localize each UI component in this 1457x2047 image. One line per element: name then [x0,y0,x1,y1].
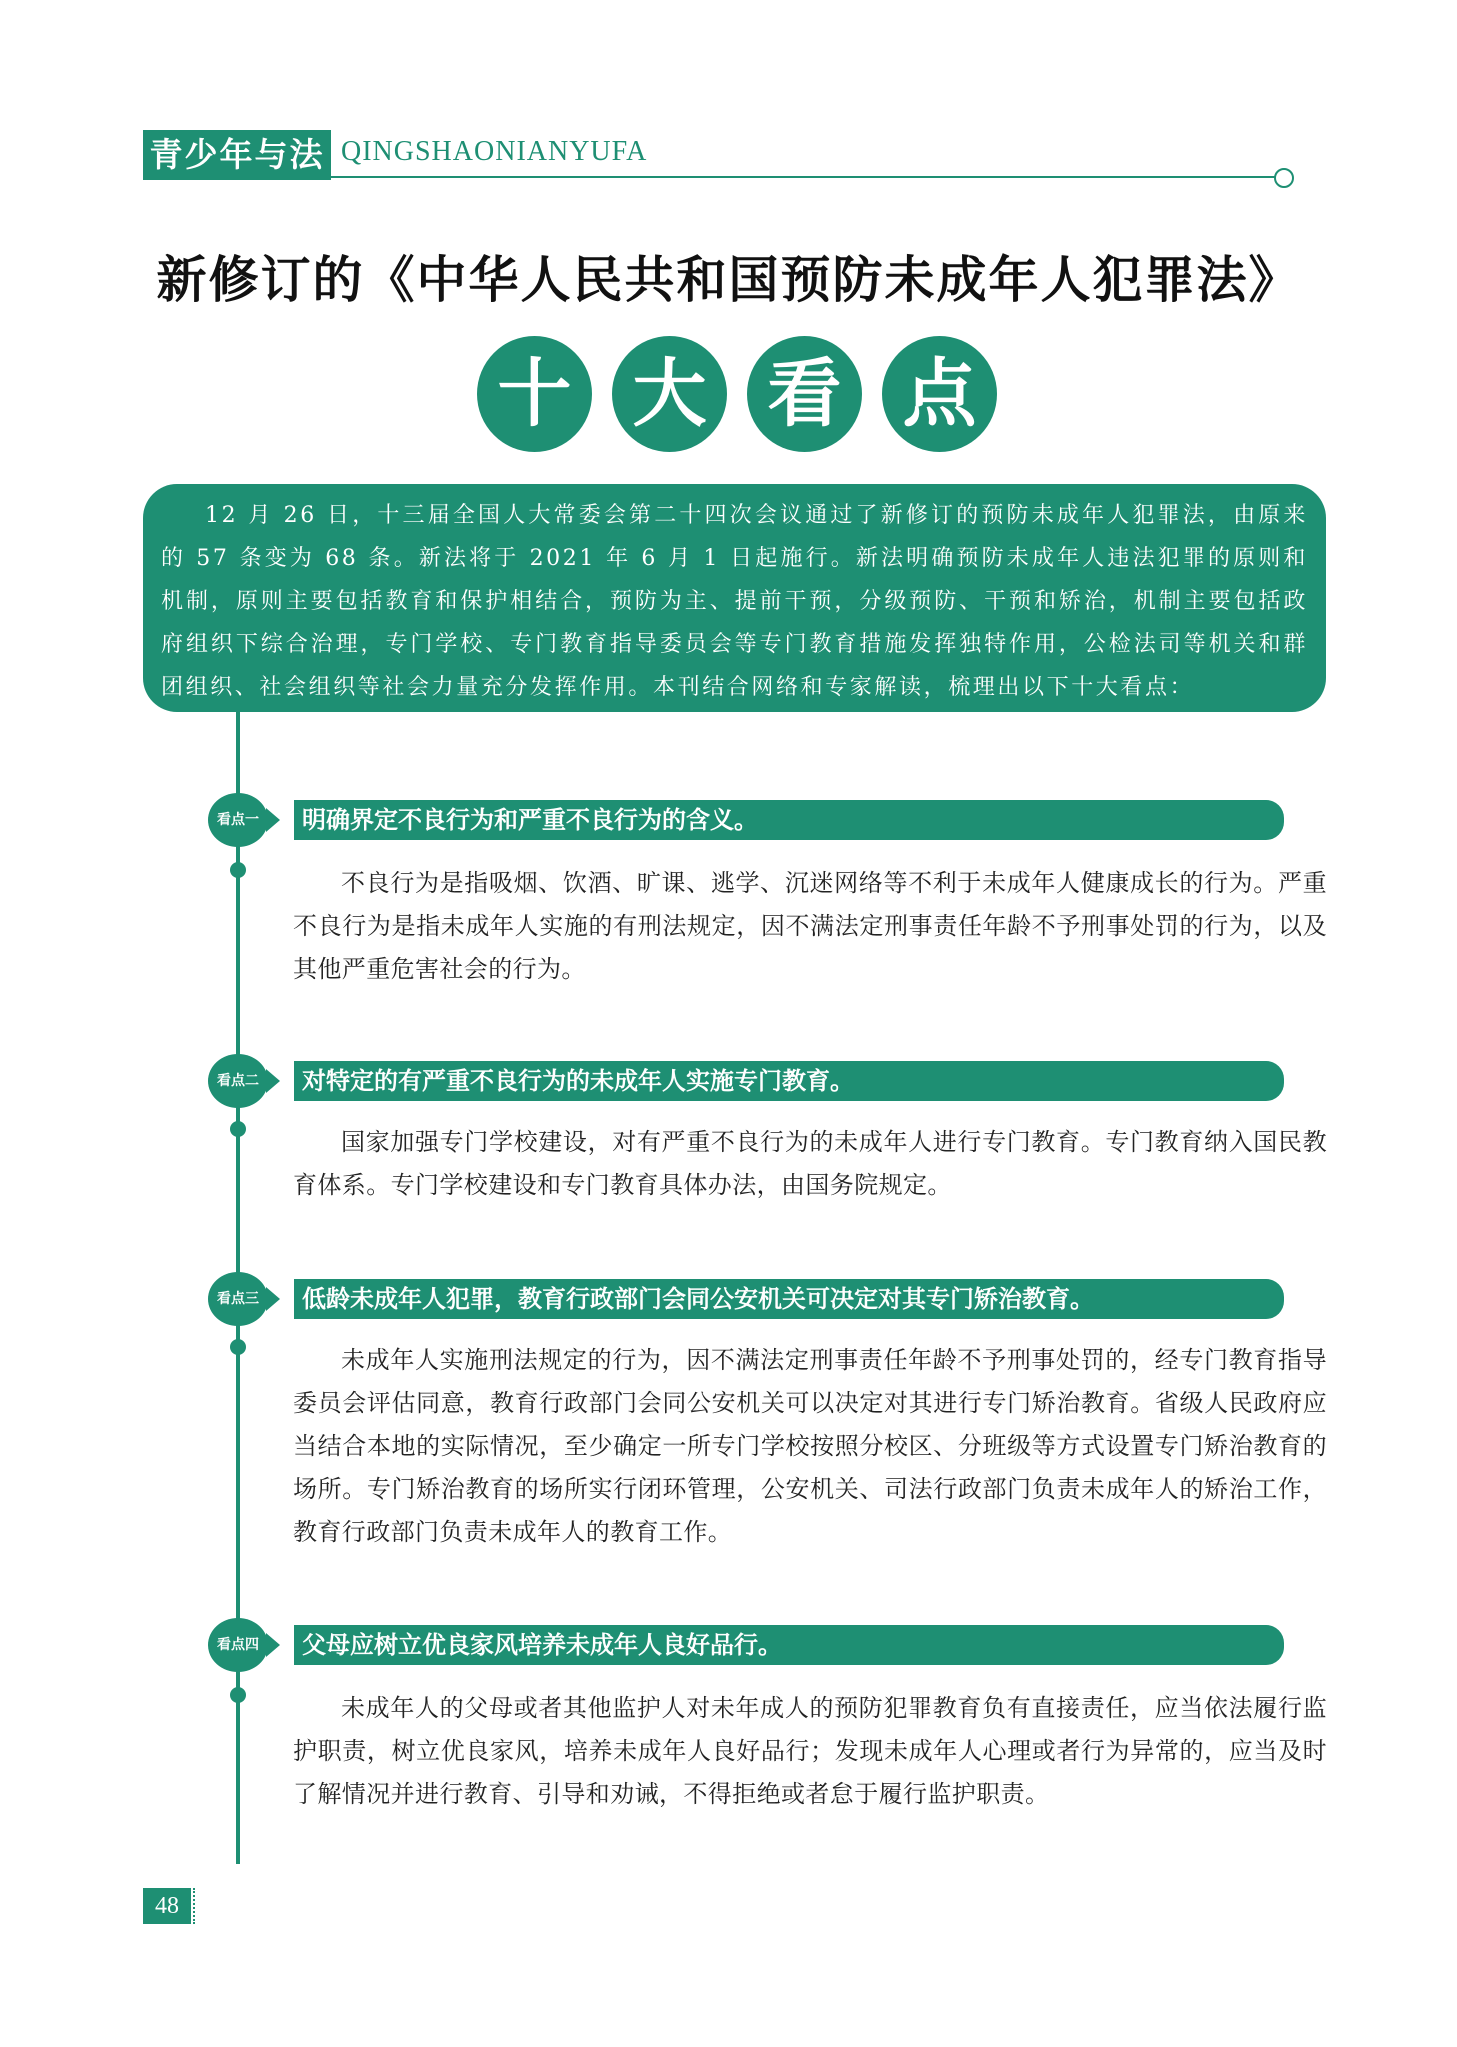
point-badge: 看点一 [208,793,268,847]
point-heading: 低龄未成年人犯罪，教育行政部门会同公安机关可决定对其专门矫治教育。 [294,1279,1284,1319]
highlight-circle: 十 [477,336,592,452]
point-body-1: 不良行为是指吸烟、饮酒、旷课、逃学、沉迷网络等不利于未成年人健康成长的行为。严重不良行为是指未成年人实施的有刑法规定，因不满法定刑事责任年龄不予刑事处罚的行为，以及其他严重危害社会的行为。 [293,869,1327,983]
highlight-circle: 点 [882,336,997,452]
highlight-circle: 看 [747,336,862,452]
point-heading: 对特定的有严重不良行为的未成年人实施专门教育。 [294,1061,1284,1101]
highlight-circle: 大 [612,336,727,452]
point-body-2: 国家加强专门学校建设，对有严重不良行为的未成年人进行专门教育。专门教育纳入国民教育体系。专门学校建设和专门教育具体办法，由国务院规定。 [293,1128,1327,1199]
timeline-dot [230,1687,246,1703]
header-rule [331,176,1276,178]
point-badge: 看点四 [208,1618,268,1672]
page-number-dots [193,1888,198,1924]
intro-box: 12 月 26 日，十三届全国人大常委会第二十四次会议通过了新修订的预防未成年人犯罪法，由原来的 57 条变为 68 条。新法将于 2021 年 6 月 1 日起施行。新法明确预防未成年人违法犯罪的原则和机制，原则主要包括教育和保护相结合，预防为主、提前干预，分级预防、干预和矫治，机制主要包括政府组织下综合治理，专门学校、专门教育指导委员会等专门教育措施发挥独特作用，公检法司等机关和群团组织、社会组织等社会力量充分发挥作用。本刊结合网络和专家解读，梳理出以下十大看点： [143,484,1326,712]
timeline-dot [230,862,246,878]
point-heading: 明确界定不良行为和严重不良行为的含义。 [294,800,1284,840]
arrow-icon [266,1287,280,1311]
point-header-3 [208,1272,1288,1326]
arrow-icon [266,1069,280,1093]
arrow-icon [266,808,280,832]
article-title: 新修订的《中华人民共和国预防未成年人犯罪法》 [156,250,1301,309]
point-badge: 看点二 [208,1054,268,1108]
header-rule-end-dot [1274,168,1294,188]
point-heading: 父母应树立优良家风培养未成年人良好品行。 [294,1625,1284,1665]
timeline-dot [230,1121,246,1137]
arrow-icon [266,1633,280,1657]
point-body-3: 未成年人实施刑法规定的行为，因不满法定刑事责任年龄不予刑事处罚的，经专门教育指导委员会评估同意，教育行政部门会同公安机关可以决定对其进行专门矫治教育。省级人民政府应当结合本地的实际情况，至少确定一所专门学校按照分校区、分班级等方式设置专门矫治教育的场所。专门矫治教育的场所实行闭环管理，公安机关、司法行政部门负责未成年人的矫治工作，教育行政部门负责未成年人的教育工作。 [293,1346,1327,1546]
column-english: QINGSHAONIANYUFA [341,136,648,167]
point-header-1 [208,793,1288,847]
column-tag: 青少年与法 [143,130,331,180]
page-number: 48 [143,1888,191,1924]
timeline-dot [230,1339,246,1355]
highlight-circles [477,336,997,452]
point-header-4 [208,1618,1288,1672]
point-header-2 [208,1054,1288,1108]
point-badge: 看点三 [208,1272,268,1326]
point-body-4: 未成年人的父母或者其他监护人对未年成人的预防犯罪教育负有直接责任，应当依法履行监护职责，树立优良家风，培养未成年人良好品行；发现未成年人心理或者行为异常的，应当及时了解情况并进行教育、引导和劝诫，不得拒绝或者怠于履行监护职责。 [293,1694,1327,1808]
